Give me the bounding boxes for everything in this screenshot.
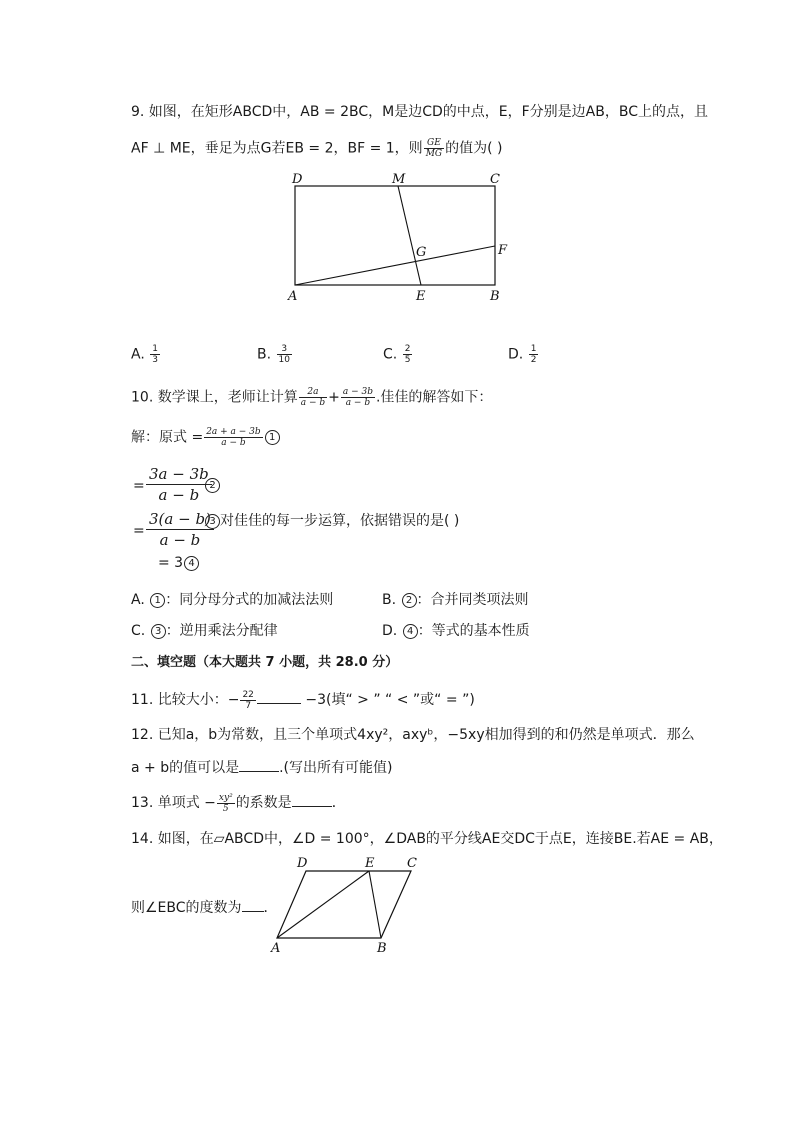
- q10-line1: [131, 387, 492, 408]
- numerator: 22: [242, 689, 254, 700]
- segment-ae: [277, 871, 369, 938]
- option-letter: A.: [131, 592, 145, 608]
- label-c: C: [490, 172, 500, 187]
- denominator: 5: [222, 803, 229, 814]
- q13-intro: 13. 单项式 −: [131, 795, 216, 811]
- q9-ratio-denominator: MG: [425, 149, 443, 159]
- segment-af: [295, 246, 495, 285]
- q12-line2-tail: .(写出所有可能值): [279, 760, 393, 776]
- denominator: 7: [245, 700, 252, 711]
- denominator: 5: [404, 355, 411, 365]
- numerator: 3(a − b): [146, 509, 214, 530]
- q9-option-d[interactable]: [508, 344, 539, 365]
- q9-line2-tail: 的值为( ): [445, 140, 503, 157]
- q9-option-c[interactable]: [383, 344, 413, 365]
- option-step-number: 2: [402, 593, 417, 608]
- q10-plus: +: [328, 389, 340, 406]
- denominator: a − b: [221, 438, 246, 448]
- q14-answer-blank[interactable]: [242, 897, 264, 912]
- step1-fraction: [204, 427, 262, 448]
- option-letter: C.: [383, 346, 398, 363]
- label-c: C: [407, 856, 417, 871]
- q9-ratio-numerator: GE: [424, 138, 444, 149]
- q10-option-d[interactable]: [382, 621, 530, 641]
- denominator: 3: [152, 355, 158, 365]
- option-letter: C.: [131, 623, 146, 639]
- label-f: F: [498, 243, 508, 258]
- q12-line1: 12. 已知a，b为常数，且三个单项式4xy²，axyᵇ，−5xy相加得到的和仍然是单项式．那么: [131, 727, 695, 743]
- q11-intro: 11. 比较大小：−: [131, 692, 240, 708]
- label-b: B: [490, 289, 500, 304]
- option-fraction: [529, 344, 539, 365]
- option-letter: B.: [257, 346, 272, 363]
- q10-step3-eq: =: [133, 523, 145, 539]
- q11-answer-blank[interactable]: [257, 689, 301, 704]
- q10-step1: [131, 427, 280, 448]
- denominator: a − b: [159, 531, 201, 549]
- option-text: ：同分母分式的加减法法则: [165, 592, 334, 608]
- label-e: E: [416, 289, 426, 304]
- q10-intro: 10. 数学课上，老师让计算: [131, 389, 298, 406]
- section-heading-fill-in: 二、填空题（本大题共 7 小题，共 28.0 分）: [131, 655, 399, 670]
- q14-line2-tail: ．: [263, 900, 278, 916]
- q9-line1: 9. 如图，在矩形ABCD中，AB = 2BC，M是边CD的中点，E，F分别是边AB，BC上的点，且: [131, 104, 708, 120]
- step4-text: = 3: [158, 555, 184, 571]
- q14-line1: 14. 如图，在▱ABCD中，∠D = 100°，∠DAB的平分线AE交DC于点E，连接BE.若AE = AB，: [131, 831, 723, 847]
- q9-line2-text: AF ⊥ ME，垂足为点G若EB = 2，BF = 1，则: [131, 140, 423, 157]
- option-letter: D.: [382, 623, 398, 639]
- q13-answer-blank[interactable]: [292, 792, 332, 807]
- numerator: a − 3b: [342, 387, 373, 397]
- q10-option-a[interactable]: [131, 590, 333, 610]
- label-a: A: [288, 289, 298, 304]
- q9-rectangle-figure: [280, 168, 520, 308]
- q14-parallelogram-figure: [265, 850, 425, 960]
- label-d: D: [297, 856, 308, 871]
- q12-answer-blank[interactable]: [239, 757, 279, 772]
- numerator: 2a + a − 3b: [206, 427, 261, 437]
- q10-step2-fraction: [146, 464, 212, 505]
- numerator: 2: [404, 344, 411, 354]
- q13-tail: ．: [331, 795, 346, 811]
- q10-fraction-1: [299, 387, 327, 408]
- option-step-number: 4: [403, 624, 418, 639]
- q10-option-c[interactable]: [131, 621, 278, 641]
- q12-line2: [131, 757, 392, 778]
- numerator: 1: [152, 344, 158, 354]
- q12-line2-text: a + b的值可以是: [131, 760, 240, 776]
- step-number-4: 4: [184, 556, 199, 571]
- q13-text: 的系数是: [235, 795, 292, 811]
- q10-intro-tail: .佳佳的解答如下：: [375, 389, 493, 406]
- step-number-2: 2: [205, 478, 220, 493]
- parallelogram-abcd: [277, 871, 411, 938]
- option-fraction: [150, 344, 160, 365]
- numerator: 3: [277, 344, 292, 355]
- denominator: a − b: [300, 398, 326, 408]
- segment-be: [369, 871, 381, 938]
- q11-fraction: [240, 690, 255, 711]
- option-fraction: [277, 344, 292, 365]
- numerator: 1: [530, 344, 537, 354]
- label-b: B: [377, 941, 387, 956]
- q10-step2-eq: =: [133, 478, 145, 494]
- numerator: xy²: [218, 792, 233, 803]
- q11-line: [131, 689, 475, 711]
- option-text: ：合并同类项法则: [416, 592, 529, 608]
- q11-tail: −3(填“ > ” “ < ”或“ = ”): [300, 692, 475, 708]
- q14-line2: [131, 897, 278, 918]
- q10-question-text: 对佳佳的每一步运算，依据错误的是( ): [220, 513, 460, 529]
- numerator: 2a: [299, 387, 327, 398]
- q9-option-a[interactable]: [131, 344, 161, 365]
- denominator: a − b: [345, 398, 371, 408]
- label-m: M: [392, 172, 406, 187]
- numerator: 3a − 3b: [146, 464, 212, 485]
- q13-line: [131, 792, 346, 814]
- q10-fraction-2: [341, 387, 375, 408]
- q10-step3-text: [204, 511, 459, 531]
- q10-step4: [158, 553, 199, 573]
- q13-fraction: [217, 793, 235, 814]
- option-step-number: 1: [150, 593, 165, 608]
- option-text: ：逆用乘法分配律: [165, 623, 278, 639]
- label-e: E: [365, 856, 375, 871]
- option-letter: A.: [131, 346, 145, 363]
- step-number-1: 1: [265, 430, 280, 445]
- option-letter: D.: [508, 346, 524, 363]
- q14-line2-text: 则∠EBC的度数为: [131, 900, 242, 916]
- label-d: D: [292, 172, 303, 187]
- solution-label: 解：原式 =: [131, 429, 204, 446]
- step-number-3: 3: [205, 514, 220, 529]
- q9-line2: [131, 138, 502, 159]
- option-text: ：等式的基本性质: [417, 623, 530, 639]
- denominator: 2: [530, 355, 537, 365]
- label-a: A: [271, 941, 281, 956]
- label-g: G: [416, 245, 427, 260]
- denominator: a − b: [158, 486, 200, 504]
- rectangle-abcd: [295, 186, 495, 285]
- segment-me: [398, 186, 421, 285]
- option-step-number: 3: [151, 624, 166, 639]
- denominator: 10: [278, 355, 290, 365]
- option-fraction: [403, 344, 413, 365]
- q9-ratio-fraction: [424, 138, 444, 159]
- q9-option-b[interactable]: [257, 344, 293, 365]
- option-letter: B.: [382, 592, 397, 608]
- q10-option-b[interactable]: [382, 590, 529, 610]
